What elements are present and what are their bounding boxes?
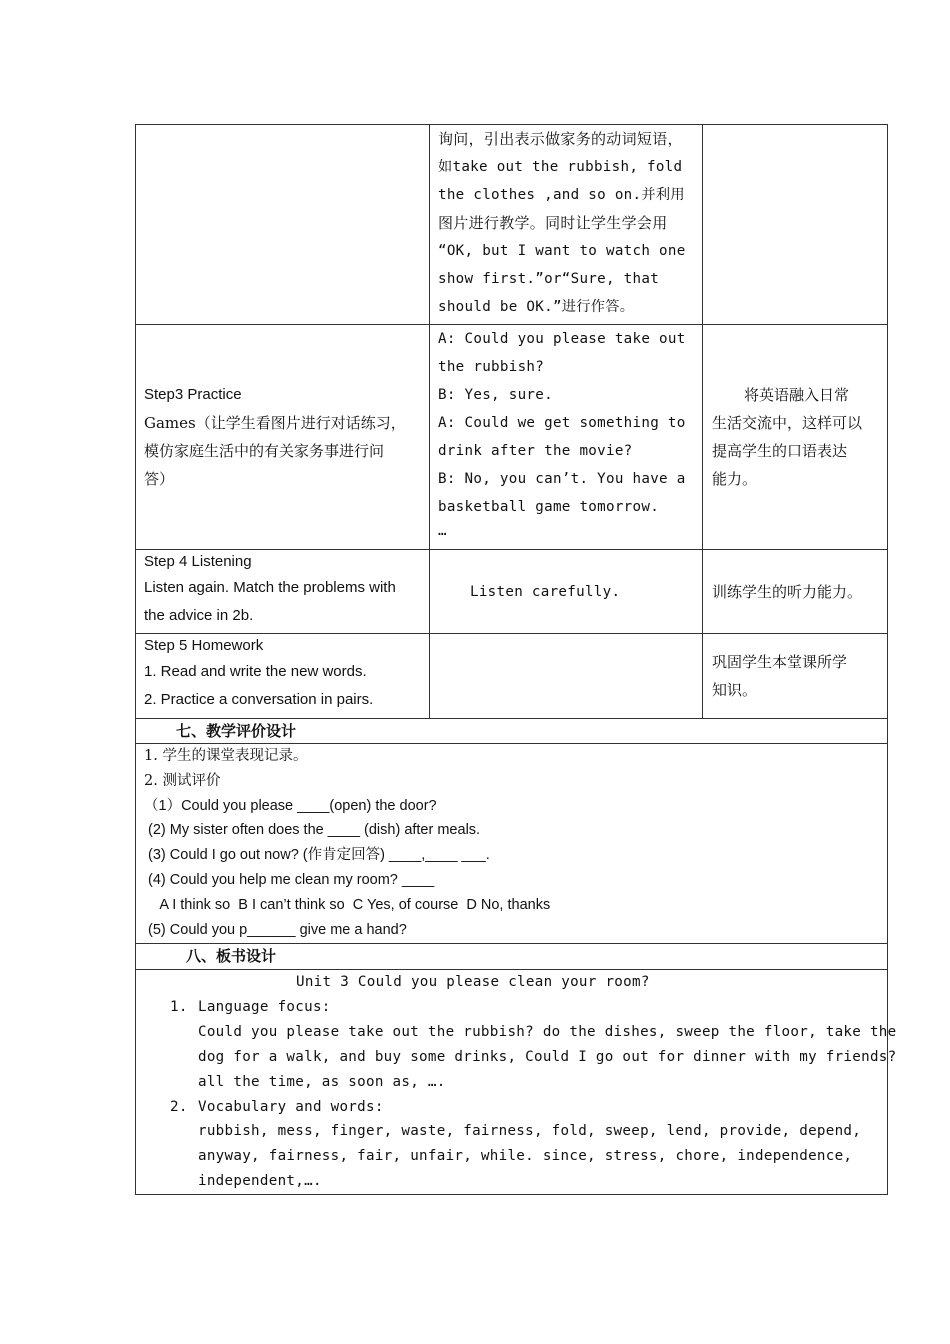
purpose-cell (703, 550, 888, 634)
item-title: Vocabulary and words: (198, 1098, 384, 1115)
dialogue-line: A: Could we get something to (438, 415, 686, 431)
question-line: (5) Could you p______ give me a hand? (144, 921, 407, 938)
dialogue-line: basketball game tomorrow. (438, 499, 660, 515)
activity-cell (430, 634, 703, 719)
dialogue-line: B: Yes, sure. (438, 387, 553, 403)
step-title: Step 4 Listening (144, 553, 252, 570)
step-cell (136, 125, 430, 325)
text-line: Games（让学生看图片进行对话练习， (144, 414, 406, 432)
dialogue-line: … (438, 523, 447, 539)
item-title: Language focus: (198, 998, 331, 1015)
text-line: 如take out the rubbish, fold (438, 159, 683, 175)
activity-cell (430, 550, 703, 634)
options-line: A I think so B I can’t think so C Yes, of course D No, thanks (144, 896, 551, 913)
table-row (136, 325, 888, 550)
section-title: 八、板书设计 (186, 947, 277, 965)
question-line: (3) Could I go out now? (作肯定回答) ____,____ ___. (144, 847, 490, 864)
section-header-row (136, 719, 888, 744)
lesson-plan-page (135, 124, 897, 1195)
board-heading: Unit 3 Could you please clean your room? (296, 974, 650, 990)
question-line: (4) Could you help me clean my room? ____ (144, 871, 435, 888)
dialogue-line: drink after the movie? (438, 443, 633, 459)
section-title: 七、教学评价设计 (176, 722, 297, 740)
text-line: “OK, but I want to watch one (438, 243, 686, 259)
text-line: dog for a walk, and buy some drinks, Could I go out for dinner with my friends? (198, 1048, 897, 1065)
dialogue-line: A: Could you please take out (438, 331, 686, 347)
question-line: (2) My sister often does the ____ (dish) after meals. (144, 822, 481, 839)
activity-cell (430, 325, 703, 550)
section-title-cell (136, 719, 888, 744)
text-line: Listen again. Match the problems with (144, 579, 396, 596)
activity-cell (430, 125, 703, 325)
text-line: 2. Practice a conversation in pairs. (144, 691, 374, 708)
text-line: 2. 测试评价 (144, 772, 221, 789)
text-line: the advice in 2b. (144, 607, 254, 624)
evaluation-cell (136, 744, 888, 944)
text-line: anyway, fairness, fair, unfair, while. since, stress, chore, independence, (198, 1148, 853, 1165)
text-line: Could you please take out the rubbish? do the dishes, sweep the floor, take the (198, 1023, 897, 1040)
board-design-cell (136, 970, 897, 1195)
step-title: Step 5 Homework (144, 637, 264, 654)
item-number: 2. (170, 1098, 188, 1115)
table-row (136, 125, 888, 325)
purpose-cell (703, 125, 888, 325)
item-number: 1. (170, 998, 188, 1015)
text-line: 答） (144, 470, 175, 488)
board-item (136, 995, 897, 1095)
text-line: 提高学生的口语表达 (712, 442, 848, 460)
text-line: Listen carefully. (470, 583, 621, 600)
text-line: 询问，引出表示做家务的动词短语， (438, 130, 683, 148)
text-line: 生活交流中，这样可以 (712, 414, 863, 432)
table-row (136, 634, 888, 719)
step-cell (136, 550, 430, 634)
table-row (136, 744, 888, 944)
board-item (136, 1095, 887, 1195)
lesson-table (135, 124, 897, 1195)
text-line: all the time, as soon as, …. (198, 1073, 446, 1090)
text-line: 巩固学生本堂课所学 (712, 653, 848, 671)
table-row (136, 550, 888, 634)
question-line: （1）Could you please ____(open) the door? (144, 797, 437, 814)
text-line: should be OK.”进行作答。 (438, 299, 635, 315)
text-line: rubbish, mess, finger, waste, fairness, fold, sweep, lend, provide, depend, (198, 1123, 862, 1140)
text-line: show first.”or“Sure, that (438, 271, 660, 287)
section-header-row (136, 944, 888, 970)
section-title-cell (136, 944, 888, 970)
text-line: 将英语融入日常 (744, 386, 850, 404)
text-line: 模仿家庭生活中的有关家务事进行问 (144, 442, 385, 460)
dialogue-line: B: No, you can’t. You have a (438, 471, 686, 487)
dialogue-line: the rubbish? (438, 359, 545, 375)
text-line: 训练学生的听力能力。 (712, 582, 863, 601)
text-line: 1. Read and write the new words. (144, 663, 367, 680)
purpose-cell (703, 634, 888, 719)
step-cell (136, 634, 430, 719)
text-line: 图片进行教学。同时让学生学会用 (438, 214, 668, 232)
table-row (136, 970, 888, 1195)
text-line: 知识。 (712, 681, 758, 699)
step-title: Step3 Practice (144, 386, 242, 403)
text-line: 能力。 (712, 470, 758, 488)
purpose-cell (703, 325, 888, 550)
text-line: independent,…. (198, 1173, 322, 1190)
text-line: the clothes ,and so on.并利用 (438, 187, 685, 203)
step-cell (136, 325, 430, 550)
text-line: 1. 学生的课堂表现记录。 (144, 748, 308, 764)
